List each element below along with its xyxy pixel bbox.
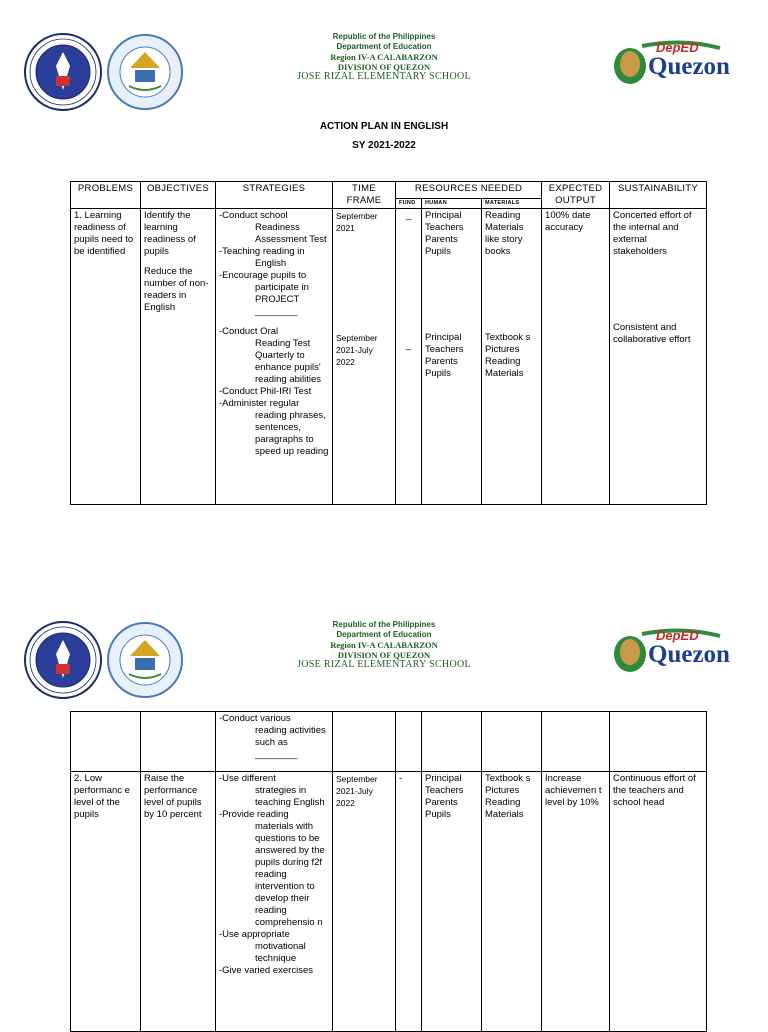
strategy-line: -Conduct Oral	[219, 326, 279, 337]
time-frame-cell	[333, 209, 396, 505]
strategy-line: -Conduct school	[219, 210, 288, 221]
strategy-line: -Use appropriate	[219, 929, 290, 940]
fund-cell	[396, 209, 422, 505]
fund-cell: -	[396, 772, 422, 1032]
strategy-line: strategies in teaching English	[255, 785, 325, 808]
col-problems: PROBLEMS	[71, 182, 141, 209]
header-republic: Republic of the Philippines	[332, 32, 436, 41]
deped-logo-text: DepED	[656, 628, 699, 643]
human-a: Principal Teachers Parents Pupils	[425, 210, 464, 257]
strategy-line: reading phrases, sentences, paragraphs to speed up reading	[255, 410, 329, 457]
human-b: Principal Teachers Parents Pupils	[425, 332, 464, 379]
header-school: JOSE RIZAL ELEMENTARY SCHOOL	[297, 659, 471, 670]
header-school: JOSE RIZAL ELEMENTARY SCHOOL	[297, 71, 471, 82]
header-division: DIVISION OF QUEZON	[337, 62, 431, 72]
materials-cell: Textbook s Pictures Reading Materials	[482, 772, 542, 1032]
objective-cell	[141, 209, 216, 505]
problem-cell: 1. Learning readiness of pupils need to be identified	[71, 209, 141, 505]
header-department: Department of Education	[336, 630, 432, 639]
strategy-line: Readiness Assessment Test	[255, 222, 327, 245]
col-human: HUMAN	[422, 199, 482, 209]
page-title: ACTION PLAN IN ENGLISH	[319, 121, 449, 132]
page-header	[0, 32, 768, 102]
sustainability-cell: Continuous effort of the teachers and school head	[610, 772, 707, 1032]
header-region: Region IV-A CALABARZON	[330, 640, 438, 650]
strategies-cell	[216, 772, 333, 1032]
deped-logo-text: DepED	[656, 40, 699, 55]
time-a: September 2021	[336, 211, 378, 233]
strategy-line: English	[255, 258, 287, 269]
quezon-logo-text: Quezon	[648, 641, 730, 668]
deped-quezon-logo	[612, 626, 730, 676]
school-seal-icon	[105, 620, 185, 700]
table-header-row	[71, 182, 707, 199]
strategy-line: motivational technique	[255, 941, 306, 964]
header-region: Region IV-A CALABARZON	[330, 52, 438, 62]
col-objectives: OBJECTIVES	[141, 182, 216, 209]
strategy-line: Reading Test Quarterly to enhance pupils' reading abilities	[255, 338, 322, 385]
col-sustainability: SUSTAINABILITY	[610, 182, 707, 209]
objective-b: Reduce the number of non-readers in English	[144, 266, 209, 313]
strategy-line: -Encourage pupils to	[219, 270, 307, 281]
time-b: September 2021-July 2022	[336, 333, 378, 367]
deped-seal-icon	[18, 620, 108, 700]
fund-b: _	[405, 340, 412, 351]
deped-seal-icon	[18, 32, 108, 112]
time-frame-cell: September 2021-July 2022	[333, 772, 396, 1032]
page-header	[0, 620, 768, 690]
col-time-frame: TIME FRAME	[333, 182, 396, 209]
fund-a: _	[405, 210, 412, 221]
strategy-line: participate in PROJECT ________	[255, 282, 309, 317]
expected-output-cell: 100% date accuracy	[542, 209, 610, 505]
header-department: Department of Education	[336, 42, 432, 51]
col-strategies: STRATEGIES	[216, 182, 333, 209]
materials-b: Textbook s Pictures Reading Materials	[485, 332, 531, 379]
action-plan-table-continued	[70, 711, 707, 1032]
page-subtitle: SY 2021-2022	[352, 140, 416, 151]
problem-cell: 2. Low performanc e level of the pupils	[71, 772, 141, 1032]
strategy-line: materials with questions to be answered by the pupils during f2f reading intervention to develop their reading comprehensio n	[255, 821, 325, 928]
table-row	[71, 209, 707, 505]
objective-cell: Raise the performance level of pupils by 10 percent	[141, 772, 216, 1032]
strategy-line: -Conduct various	[219, 713, 291, 724]
col-materials: MATERIALS	[482, 199, 542, 209]
objective-a: Identify the learning readiness of pupils	[144, 210, 196, 257]
strategy-line: -Teaching reading in	[219, 246, 305, 257]
materials-a: Reading Materials like story books	[485, 210, 524, 257]
expected-output-cell: Increase achievemen t level by 10%	[542, 772, 610, 1032]
human-cell	[422, 209, 482, 505]
human-cell: Principal Teachers Parents Pupils	[422, 772, 482, 1032]
strategy-line: -Provide reading	[219, 809, 289, 820]
strategy-line: -Use different	[219, 773, 276, 784]
sust-a: Concerted effort of the internal and external stakeholders	[613, 210, 692, 257]
strategy-line: reading activities such as ________	[255, 725, 326, 760]
table-row	[71, 772, 707, 1032]
strategy-line: -Administer regular	[219, 398, 300, 409]
header-division: DIVISION OF QUEZON	[337, 650, 431, 660]
col-fund: FUND	[396, 199, 422, 209]
header-republic: Republic of the Philippines	[332, 620, 436, 629]
col-resources: RESOURCES NEEDED	[396, 182, 542, 199]
sustainability-cell	[610, 209, 707, 505]
materials-cell	[482, 209, 542, 505]
col-expected-output: EXPECTED OUTPUT	[542, 182, 610, 209]
table-row	[71, 712, 707, 772]
strategies-cell	[216, 209, 333, 505]
strategy-line: -Give varied exercises	[219, 965, 313, 976]
deped-quezon-logo	[612, 38, 730, 88]
sust-b: Consistent and collaborative effort	[613, 322, 691, 345]
action-plan-table	[70, 181, 707, 505]
school-seal-icon	[105, 32, 185, 112]
strategies-cell	[216, 712, 333, 772]
quezon-logo-text: Quezon	[648, 53, 730, 80]
strategy-line: -Conduct Phil-IRI Test	[219, 386, 312, 397]
